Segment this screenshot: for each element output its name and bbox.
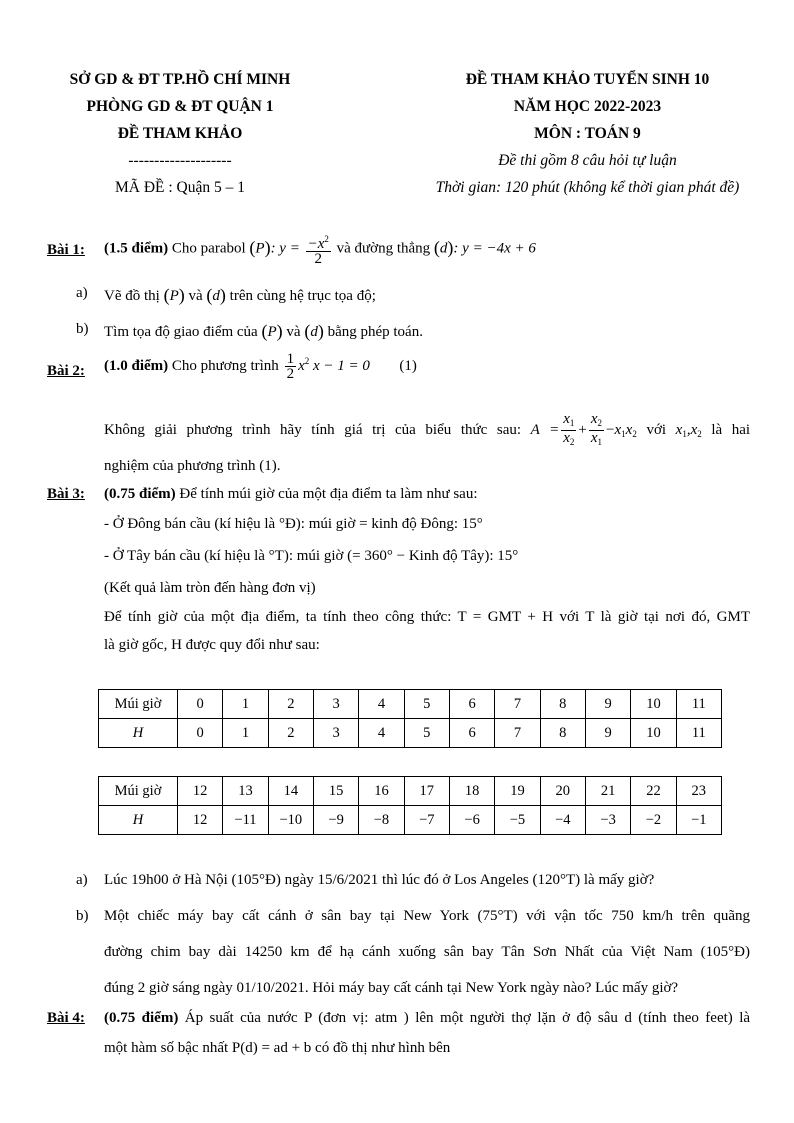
bai3b-text2: đường chim bay dài 14250 km để hạ cánh xuống sân bay Tân Sơn Nhất của Việt Nam (105°Đ) — [104, 944, 750, 960]
office-name: PHÒNG GD & ĐT QUẬN 1 — [86, 98, 274, 115]
exam-title: ĐỀ THAM KHẢO TUYỂN SINH 10 — [465, 71, 710, 88]
table-cell: 22 — [631, 777, 676, 806]
table-cell: −11 — [223, 806, 268, 835]
table-cell: 23 — [676, 777, 721, 806]
bai3a-text: Lúc 19h00 ở Hà Nội (105°Đ) ngày 15/6/2021 thì lúc đó ở Los Angeles (120°T) là mấy giờ? — [104, 872, 655, 888]
table-row — [99, 690, 722, 719]
table-cell: 10 — [631, 719, 676, 748]
bai1a-parabol: P — [169, 288, 179, 304]
table-cell: −8 — [359, 806, 404, 835]
bai2-are: là hai — [711, 421, 751, 438]
bai2-line1: Không giải phương trình hãy tính giá trị của biểu thức sau: A = $\frac{x_1}{x_2}$ + $\frac{x_2}{x_1}$ $-x_1x_2$ với $x_1,x_2$ là hai — [104, 411, 751, 447]
table-head-cell: Múi giờ — [99, 777, 178, 806]
parabol-eq-lhs: : y = — [270, 240, 300, 257]
bai3-intro: Để tính múi giờ của một địa điểm ta làm như sau: — [179, 486, 478, 502]
exam-code: MÃ ĐỀ : Quận 5 – 1 — [114, 179, 246, 196]
bai1b-line: d — [310, 324, 318, 340]
table-cell: 21 — [585, 777, 630, 806]
table-cell: 19 — [495, 777, 540, 806]
bai4-line1-text: Áp suất của nước P (đơn vị: atm ) lên một người thợ lặn ở độ sâu d (tính theo feet) là — [184, 1010, 751, 1026]
table-cell: 5 — [404, 719, 449, 748]
table-cell: −9 — [313, 806, 358, 835]
bai1b-pre: Tìm tọa độ giao điểm của — [104, 324, 258, 340]
fraction-numerator: −x — [307, 236, 325, 252]
header-divider: -------------------- — [128, 152, 232, 169]
bai2-fraction — [285, 352, 297, 381]
table-cell: 15 — [313, 777, 358, 806]
table-cell: 1 — [223, 719, 268, 748]
bai1a-text: Vẽ đồ thị (P) và (d) trên cùng hệ trục tọa độ; — [104, 285, 376, 305]
bai2-line2: nghiệm của phương trình (1). — [104, 458, 281, 474]
table-cell: 0 — [178, 719, 223, 748]
bai2-expr-a: A = — [530, 421, 560, 438]
bai4-label: Bài 4: — [47, 1010, 85, 1026]
table-row — [99, 806, 722, 835]
table-cell: −10 — [268, 806, 313, 835]
table-cell: −2 — [631, 806, 676, 835]
table-cell: 11 — [676, 690, 721, 719]
subject: MÔN : TOÁN 9 — [534, 125, 641, 142]
bai3-label: Bài 3: — [47, 486, 85, 502]
table-cell: 0 — [178, 690, 223, 719]
table-cell: 5 — [404, 690, 449, 719]
table-cell: 4 — [359, 690, 404, 719]
bai2-expr-frac1: $\frac{x_1}{x_2}$ — [563, 411, 575, 447]
line-name: d — [439, 240, 448, 257]
bai3-points: (0.75 điểm) — [104, 486, 176, 502]
table-cell: 18 — [449, 777, 494, 806]
bai4-line1 — [104, 1010, 750, 1027]
bai1a-line: d — [212, 288, 220, 304]
table-cell: 11 — [676, 719, 721, 748]
bai2-fraction-num: 1 — [286, 351, 295, 367]
bai4-line2: một hàm số bậc nhất P(d) = ad + b có đồ thị như hình bên — [104, 1040, 451, 1056]
bai3b-text1: Một chiếc máy bay cất cánh ở sân bay tại New York (75°T) với vận tốc 750 km/h trên quãng — [104, 908, 750, 924]
bai3b-text3: đúng 2 giờ sáng ngày 01/10/2021. Hỏi máy bay cất cánh tại New York ngày nào? Lúc mấy giờ? — [104, 980, 679, 996]
parabol-fraction — [306, 232, 331, 266]
table-cell: −6 — [449, 806, 494, 835]
bai2-points: (1.0 điểm) — [104, 357, 169, 374]
table-row — [99, 719, 722, 748]
table-cell: −4 — [540, 806, 585, 835]
table-cell: 2 — [268, 719, 313, 748]
table-cell: 9 — [585, 719, 630, 748]
bai1a-label: a) — [76, 285, 88, 301]
bai1b-text: Tìm tọa độ giao điểm của (P) và (d) bằng phép toán. — [104, 321, 423, 341]
bai3a-label: a) — [76, 872, 88, 888]
bai4-points: (0.75 điểm) — [104, 1010, 179, 1026]
bai1-label: Bài 1: — [47, 242, 85, 258]
table-cell: 4 — [359, 719, 404, 748]
table-cell: −3 — [585, 806, 630, 835]
school-year: NĂM HỌC 2022-2023 — [513, 98, 662, 115]
table-cell: 17 — [404, 777, 449, 806]
table-cell: 12 — [178, 806, 223, 835]
fraction-exponent: 2 — [324, 234, 329, 244]
bai1a-post: trên cùng hệ trục tọa độ; — [229, 288, 376, 304]
bai1a-pre: Vẽ đồ thị — [104, 288, 160, 304]
table-head-cell: Múi giờ — [99, 690, 178, 719]
bai2-with: với — [646, 421, 667, 438]
question-count: Đề thi gồm 8 câu hỏi tự luận — [498, 152, 677, 169]
table-cell: 13 — [223, 777, 268, 806]
bai1-and: và đường thẳng — [336, 240, 431, 257]
exam-type: ĐỀ THAM KHẢO — [117, 125, 243, 142]
table-head-cell: H — [99, 719, 178, 748]
table-cell: −5 — [495, 806, 540, 835]
bai2-intro: Cho phương trình — [171, 357, 279, 374]
bai3-west-rule: - Ở Tây bán cầu (kí hiệu là °T): múi giờ (= 360° − Kinh độ Tây): 15° — [104, 548, 519, 564]
table-row — [99, 777, 722, 806]
bai2-equation-rest: x − 1 = 0 — [312, 357, 370, 374]
table-cell: 8 — [540, 690, 585, 719]
bai2-fraction-den: 2 — [286, 366, 295, 382]
header-right — [395, 66, 780, 201]
table-cell: 12 — [178, 777, 223, 806]
table-cell: −7 — [404, 806, 449, 835]
bai1-statement: (1.5 điểm) Cho parabol (P): y = $\frac{-x^2}{2}$ và đường thẳng (d): y = −4x + 6 — [104, 234, 536, 267]
fraction-denominator: 2 — [314, 251, 322, 267]
bai2-label: Bài 2: — [47, 363, 85, 379]
table-cell: 3 — [313, 690, 358, 719]
table-head-cell: H — [99, 806, 178, 835]
bai1b-label: b) — [76, 321, 89, 337]
table-cell: 6 — [449, 719, 494, 748]
table-cell: 9 — [585, 690, 630, 719]
bai3b-label: b) — [76, 908, 89, 924]
bai3-intro-line — [104, 486, 478, 503]
timezone-table-1 — [98, 689, 722, 748]
bai1b-mid: và — [286, 324, 301, 340]
bai2-equation-number: (1) — [399, 357, 417, 374]
bai3-rounding: (Kết quả làm tròn đến hàng đơn vị) — [104, 580, 316, 596]
bai1-points: (1.5 điểm) — [104, 240, 169, 257]
table-cell: 2 — [268, 690, 313, 719]
bai2-line1-pre: Không giải phương trình hãy tính giá trị của biểu thức sau: — [104, 421, 522, 438]
bai3-formula-line: Để tính giờ của một địa điểm, ta tính theo công thức: T = GMT + H với T là giờ tại nơi đó, GMT — [104, 609, 750, 625]
bai1-intro: Cho parabol — [171, 240, 246, 257]
table-cell: 16 — [359, 777, 404, 806]
table-cell: 14 — [268, 777, 313, 806]
bai3-east-rule: - Ở Đông bán cầu (kí hiệu là °Đ): múi giờ = kinh độ Đông: 15° — [104, 516, 483, 532]
header-left — [40, 66, 320, 201]
table-cell: 7 — [495, 719, 540, 748]
bai3-formula-line2: là giờ gốc, H được quy đổi như sau: — [104, 637, 320, 653]
bai2-statement: (1.0 điểm) Cho phương trình $\frac{1}{2}$ $x^2$ x − 1 = 0 (1) — [104, 351, 417, 382]
bai2-expr-frac2: $\frac{x_2}{x_1}$ — [590, 411, 603, 447]
bai1b-parabol: P — [267, 324, 277, 340]
table-cell: 3 — [313, 719, 358, 748]
parabol-name: P — [255, 240, 265, 257]
table-cell: −1 — [676, 806, 721, 835]
line-equation: : y = −4x + 6 — [453, 240, 536, 257]
table-cell: 1 — [223, 690, 268, 719]
table-cell: 8 — [540, 719, 585, 748]
department-name: SỞ GD & ĐT TP.HỒ CHÍ MINH — [69, 71, 291, 88]
table-cell: 20 — [540, 777, 585, 806]
bai1a-mid: và — [188, 288, 203, 304]
table-cell: 6 — [449, 690, 494, 719]
table-cell: 7 — [495, 690, 540, 719]
table-cell: 10 — [631, 690, 676, 719]
bai1b-post: bằng phép toán. — [327, 324, 423, 340]
time-limit: Thời gian: 120 phút (không kể thời gian phát đề) — [435, 179, 740, 196]
timezone-table-2 — [98, 776, 722, 835]
